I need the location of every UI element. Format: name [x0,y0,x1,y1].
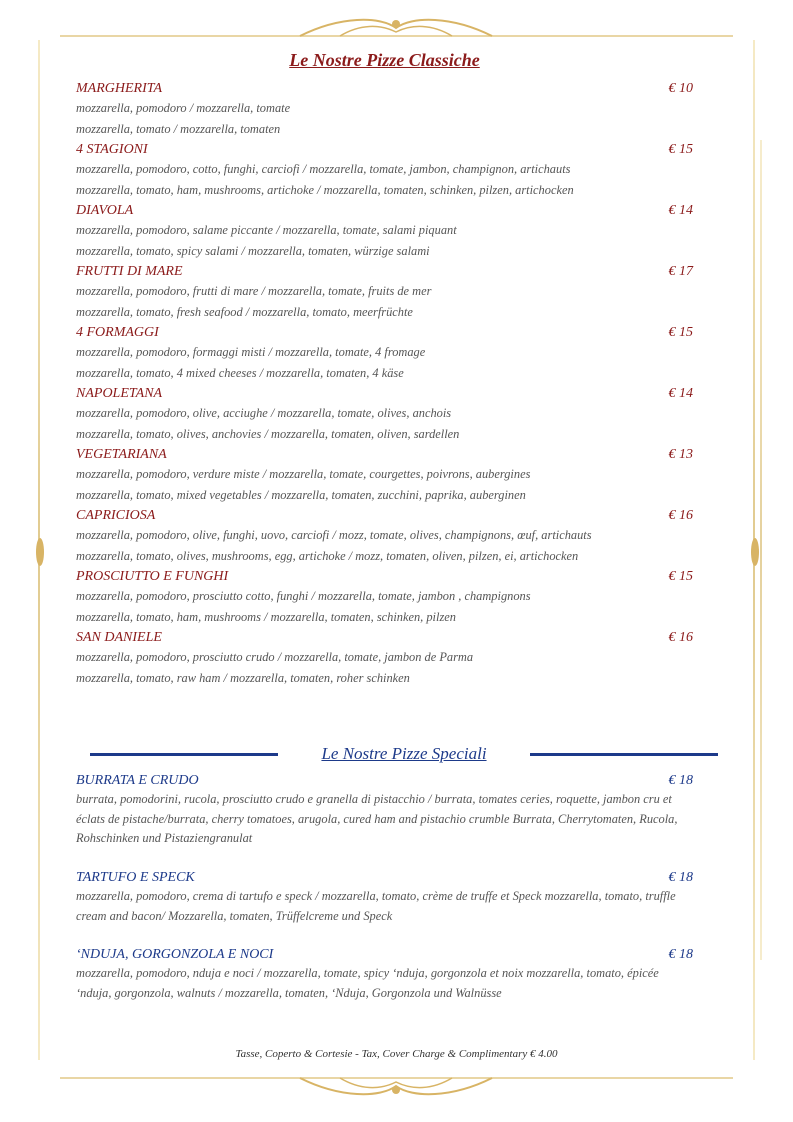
item-name: 4 STAGIONI [76,142,148,157]
item-description-line: mozzarella, tomato, spicy salami / mozzarella, tomaten, würzige salami [76,244,430,258]
classic-menu-section [76,50,693,689]
item-description: mozzarella, pomodoro, crema di tartufo e speck / mozzarella, tomato, crème de truffe et Speck mozzarella, tomato, truffle cream and bacon/ Mozzarella, tomaten, Trüffelcreme und Speck [76,889,676,923]
classic-item [76,384,693,445]
item-name: ‘NDUJA, GORGONZOLA E NOCI [76,947,274,962]
item-description-line: mozzarella, pomodoro, prosciutto crudo / mozzarella, tomate, jambon de Parma [76,650,474,664]
classic-item [76,506,693,567]
classic-item [76,140,693,201]
item-description-line: mozzarella, tomato / mozzarella, tomaten [76,122,281,136]
item-description-line: mozzarella, pomodoro, prosciutto cotto, funghi / mozzarella, tomate, jambon , champignons [76,589,531,603]
classic-item [76,567,693,628]
item-description-line: mozzarella, tomato, 4 mixed cheeses / mozzarella, tomaten, 4 käse [76,366,404,380]
item-price: € 15 [668,142,693,157]
item-description-line: mozzarella, tomato, raw ham / mozzarella, tomaten, roher schinken [76,671,410,685]
item-description: burrata, pomodorini, rucola, prosciutto crudo e granella di pistacchio / burrata, tomates ceries, roquette, jambon cru et éclats de pistache/burrata, cherry tomatoes, arugola, cured ham and pistachio crumble Burrata, Cherrytomaten, Rucola, Rohschinken und Pistaziengranulat [76,792,678,845]
item-price: € 16 [668,630,693,645]
item-description-line: mozzarella, tomato, olives, mushrooms, egg, artichoke / mozz, tomaten, oliven, pilzen, ei, artichocken [76,549,579,563]
classic-item [76,201,693,262]
right-border-line-inner [760,140,762,960]
classic-list [76,79,693,689]
special-item [76,868,693,926]
item-name: VEGETARIANA [76,447,167,462]
item-name: NAPOLETANA [76,386,163,401]
classic-item [76,323,693,384]
item-name: 4 FORMAGGI [76,325,159,340]
footer-note: Tasse, Coperto & Cortesie - Tax, Cover Charge & Complimentary € 4.00 [235,1048,558,1060]
item-name: SAN DANIELE [76,630,162,645]
item-price: € 17 [668,264,693,279]
bottom-ornament-icon [0,1062,793,1102]
item-name: BURRATA E CRUDO [76,773,199,788]
item-description-line: mozzarella, tomato, fresh seafood / mozzarella, tomato, meerfrüchte [76,305,413,319]
item-name: FRUTTI DI MARE [76,264,183,279]
item-description: mozzarella, pomodoro, nduja e noci / mozzarella, tomate, spicy ‘nduja, gorgonzola et noix mozzarella, tomato, épicée ‘nduja, gorgonzola, walnuts / mozzarella, tomaten, ‘Nduja, Gorgonzola und Walnüsse [76,966,659,1000]
item-name: PROSCIUTTO E FUNGHI [76,569,229,584]
item-name: DIAVOLA [76,203,134,218]
item-description-line: mozzarella, tomato, ham, mushrooms / mozzarella, tomaten, schinken, pilzen [76,610,456,624]
classic-item [76,262,693,323]
item-description-line: mozzarella, pomodoro, olive, funghi, uovo, carciofi / mozz, tomate, olives, champignons, œuf, artichauts [76,528,592,542]
special-section-title: Le Nostre Pizze Speciali [321,744,487,763]
right-oval-ornament-icon [751,538,759,566]
item-description-line: mozzarella, tomato, olives, anchovies / mozzarella, tomaten, oliven, sardellen [76,427,460,441]
item-description-line: mozzarella, pomodoro, formaggi misti / mozzarella, tomate, 4 fromage [76,345,426,359]
classic-item [76,445,693,506]
item-price: € 16 [668,508,693,523]
divider-line-right [530,753,718,756]
special-item [76,945,693,1003]
item-price: € 18 [668,870,693,885]
item-name: TARTUFO E SPECK [76,870,195,885]
classic-item [76,628,693,689]
special-item [76,771,693,849]
classic-item [76,79,693,140]
item-price: € 15 [668,569,693,584]
item-description-line: mozzarella, pomodoro, cotto, funghi, carciofi / mozzarella, tomate, jambon, champignon, artichauts [76,162,571,176]
item-price: € 14 [668,386,693,401]
item-description-line: mozzarella, pomodoro, olive, acciughe / mozzarella, tomate, olives, anchois [76,406,452,420]
special-title-row [90,744,718,764]
top-ornament-icon [0,6,793,46]
item-description-line: mozzarella, pomodoro, salame piccante / mozzarella, tomate, salami piquant [76,223,457,237]
divider-line-left [90,753,278,756]
item-price: € 15 [668,325,693,340]
item-name: CAPRICIOSA [76,508,156,523]
item-description-line: mozzarella, tomato, mixed vegetables / mozzarella, tomaten, zucchini, paprika, auberginen [76,488,526,502]
item-price: € 14 [668,203,693,218]
item-price: € 18 [668,947,693,962]
item-description-line: mozzarella, pomodoro, verdure miste / mozzarella, tomate, courgettes, poivrons, aubergines [76,467,531,481]
item-price: € 13 [668,447,693,462]
item-price: € 10 [668,81,693,96]
item-description-line: mozzarella, pomodoro / mozzarella, tomate [76,101,291,115]
item-price: € 18 [668,773,693,788]
item-name: MARGHERITA [76,81,163,96]
item-description-line: mozzarella, tomato, ham, mushrooms, artichoke / mozzarella, tomaten, schinken, pilzen, artichocken [76,183,574,197]
left-oval-ornament-icon [36,538,44,566]
classic-section-title: Le Nostre Pizze Classiche [289,50,480,70]
item-description-line: mozzarella, pomodoro, frutti di mare / mozzarella, tomate, fruits de mer [76,284,432,298]
